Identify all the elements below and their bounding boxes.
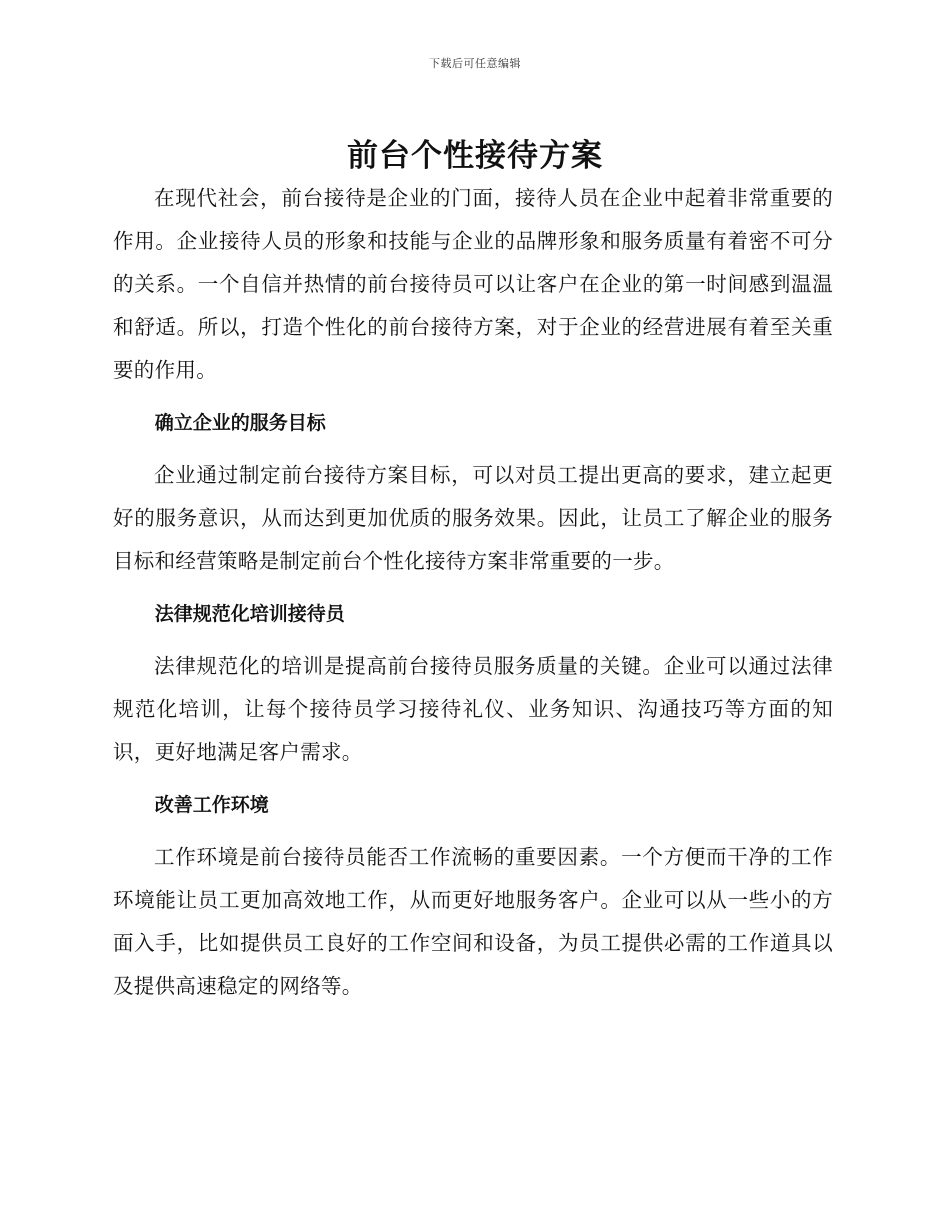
section-body-work-environment: 工作环境是前台接待员能否工作流畅的重要因素。一个方便而干净的工作环境能让员工更加高效地工作，从而更好地服务客户。企业可以从一些小的方面入手，比如提供员工良好的工作空间和设备，为员工提供必需的工作道具以及提供高速稳定的网络等。 (113, 845, 833, 998)
section-heading-work-environment: 改善工作环境 (154, 794, 269, 816)
document-title: 前台个性接待方案 (347, 138, 603, 174)
section-body-legal-training: 法律规范化的培训是提高前台接待员服务质量的关键。企业可以通过法律规范化培训，让每个接待员学习接待礼仪、业务知识、沟通技巧等方面的知识，更好地满足客户需求。 (113, 654, 833, 764)
section-heading-service-goal: 确立企业的服务目标 (154, 412, 326, 434)
section-heading-legal-training: 法律规范化培训接待员 (154, 603, 345, 625)
header-note: 下载后可任意编辑 (429, 57, 521, 70)
document-body (113, 177, 833, 1008)
section-body-service-goal: 企业通过制定前台接待方案目标，可以对员工提出更高的要求，建立起更好的服务意识，从而达到更加优质的服务效果。因此，让员工了解企业的服务目标和经营策略是制定前台个性化接待方案非常重要的一步。 (113, 463, 833, 573)
intro-paragraph: 在现代社会，前台接待是企业的门面，接待人员在企业中起着非常重要的作用。企业接待人员的形象和技能与企业的品牌形象和服务质量有着密不可分的关系。一个自信并热情的前台接待员可以让客户在企业的第一时间感到温温和舒适。所以，打造个性化的前台接待方案，对于企业的经营进展有着至关重要的作用。 (113, 186, 833, 382)
